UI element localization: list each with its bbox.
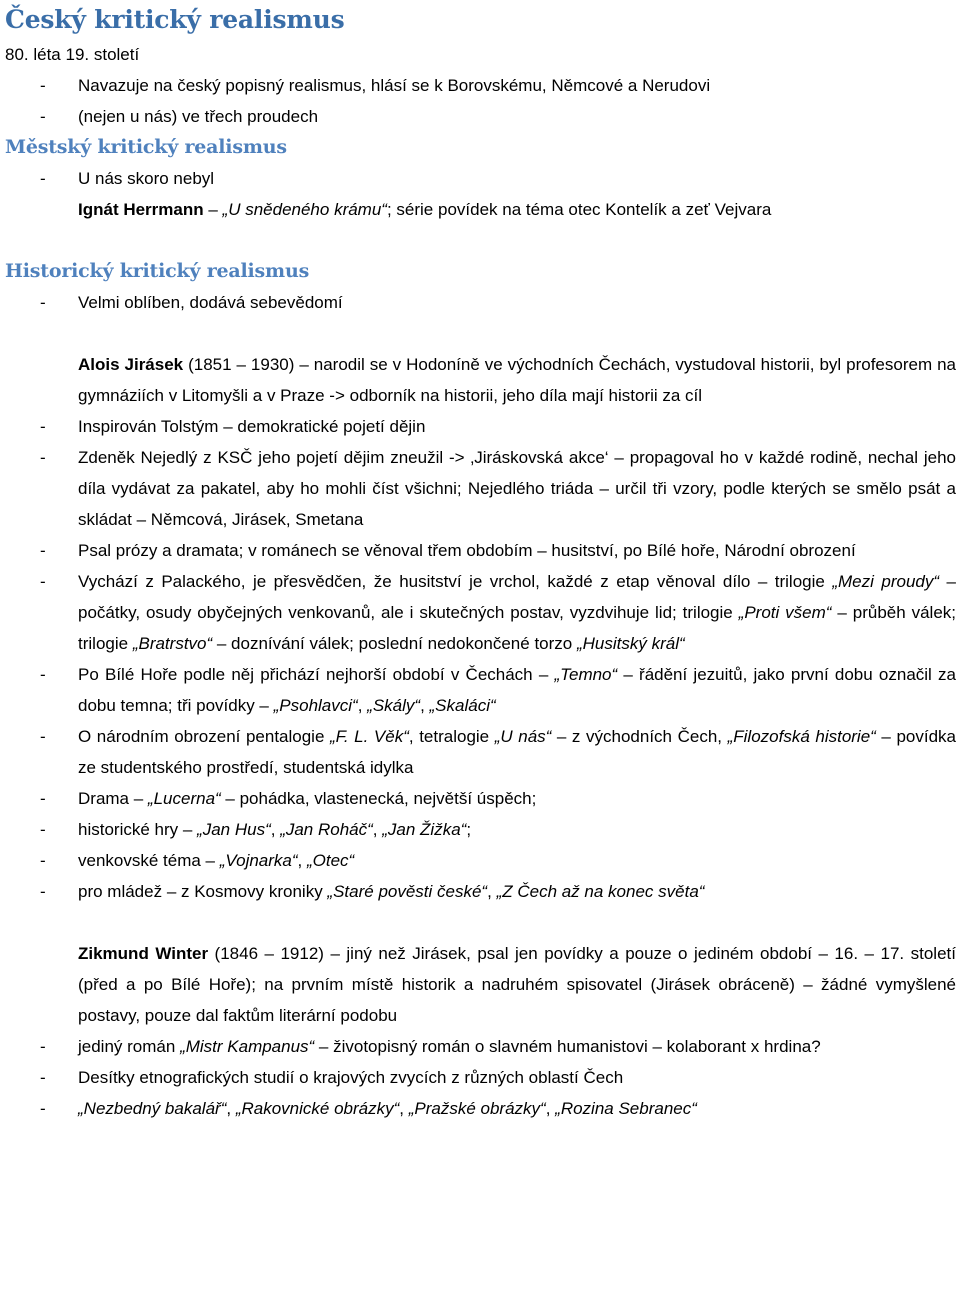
work-title: „Otec“ xyxy=(307,851,355,870)
work-title: „Jan Hus“ xyxy=(197,820,271,839)
author-winter: Zikmund Winter xyxy=(78,944,209,963)
author-jirasek: Alois Jirásek xyxy=(78,355,184,374)
jirasek-bullet-4: - Vychází z Palackého, je přesvědčen, že husitství je vrchol, každé z etap věnoval dílo – trilogie „Mezi proudy“ – počátky, osudy obyčejných venkovanů, ale i skutečných postav, vyzdvihuje lid; trilogie „Proti všem“ – průběh válek; trilogie „Bratrstvo“ – doznívání válek; poslední nedokončené torzo „Husitský král“ xyxy=(40,572,956,653)
work-title: „Proti všem“ xyxy=(738,603,832,622)
jirasek-bullet-9: - venkovské téma – „Vojnarka“, „Otec“ xyxy=(40,851,355,870)
work-title: „Jan Roháč“ xyxy=(280,820,373,839)
page-title: Český kritický realismus xyxy=(5,5,345,34)
jirasek-bullet-7: - Drama – „Lucerna“ – pohádka, vlastenecká, největší úspěch; xyxy=(40,789,537,808)
intro-bullet-1: - Navazuje na český popisný realismus, hlásí se k Borovskému, Němcové a Nerudovi xyxy=(40,76,711,95)
work-title: „Skály“ xyxy=(367,696,421,715)
work-title: „U nás“ xyxy=(494,727,552,746)
jirasek-bullet-2: - Zdeněk Nejedlý z KSČ jeho pojetí dějim zneužil -> ‚Jiráskovská akce‘ – propagoval ho v každé rodině, nechal jeho díla vydávat za pakatel, aby ho mohli číst všichni; Nejedlého triáda – určil tři vzory, podle kterých se smělo psát a skládat – Němcová, Jirásek, Smetana xyxy=(40,448,956,529)
jirasek-bullet-5: - Po Bílé Hoře podle něj přichází nejhorší období v Čechách – „Temno“ – řádění jezuitů, jako první dobu označil za dobu temna; tři povídky – „Psohlavci“, „Skály“, „Skaláci“ xyxy=(40,665,956,715)
intro-bullet-2: - (nejen u nás) ve třech proudech xyxy=(40,107,319,126)
work-title: „Husitský král“ xyxy=(576,634,685,653)
jirasek-bullet-1: - Inspirován Tolstým – demokratické pojetí dějin xyxy=(40,417,426,436)
work-title: „Rakovnické obrázky“ xyxy=(235,1099,400,1118)
work-title: „Z Čech až na konec světa“ xyxy=(496,882,705,901)
section-heading-urban: Městský kritický realismus xyxy=(5,136,287,158)
work-title: „Staré pověsti české“ xyxy=(327,882,488,901)
historic-bullet-1: - Velmi oblíben, dodává sebevědomí xyxy=(40,293,343,312)
work-title: „Skaláci“ xyxy=(429,696,496,715)
urban-bullet-1: - U nás skoro nebyl xyxy=(40,169,215,188)
work-title: „Filozofská historie“ xyxy=(727,727,876,746)
period-line: 80. léta 19. století xyxy=(5,45,140,64)
herrmann-line: Ignát Herrmann – „U snědeného krámu“; série povídek na téma otec Kontelík a zeť Vejvara xyxy=(78,200,772,219)
work-title: „Nezbedný bakalář“ xyxy=(78,1099,227,1118)
author-herrmann: Ignát Herrmann xyxy=(78,200,204,219)
work-title: „Pražské obrázky“ xyxy=(408,1099,546,1118)
work-title: „Jan Žižka“ xyxy=(382,820,467,839)
work-title: „U snědeného krámu“ xyxy=(222,200,387,219)
winter-bullet-3: - „Nezbedný bakalář“, „Rakovnické obrázky“, „Pražské obrázky“, „Rozina Sebranec“ xyxy=(40,1099,697,1118)
work-title: „F. L. Věk“ xyxy=(330,727,409,746)
work-title: „Lucerna“ xyxy=(147,789,221,808)
jirasek-bullet-6: - O národním obrození pentalogie „F. L. Věk“, tetralogie „U nás“ – z východních Čech, „Filozofská historie“ – povídka ze studentského prostředí, studentská idylka xyxy=(40,727,956,777)
work-title: „Mezi proudy“ xyxy=(832,572,940,591)
winter-bullet-1: - jediný román „Mistr Kampanus“ – životopisný román o slavném humanistovi – kolaborant x hrdina? xyxy=(40,1037,821,1056)
jirasek-bullet-3: - Psal prózy a dramata; v románech se věnoval třem obdobím – husitství, po Bílé hoře, Národní obrození xyxy=(40,541,856,560)
work-title: „Vojnarka“ xyxy=(219,851,298,870)
work-title: „Mistr Kampanus“ xyxy=(180,1037,315,1056)
jirasek-intro: Alois Jirásek (1851 – 1930) – narodil se v Hodoníně ve východních Čechách, vystudoval historii, byl profesorem na gymnáziích v Litomyšli a v Praze -> odborník na historii, jeho díla mají historii za cíl xyxy=(78,355,956,405)
work-title: „Temno“ xyxy=(554,665,618,684)
work-title: „Psohlavci“ xyxy=(273,696,358,715)
jirasek-bullet-10: - pro mládež – z Kosmovy kroniky „Staré pověsti české“, „Z Čech až na konec světa“ xyxy=(40,882,705,901)
winter-intro: Zikmund Winter (1846 – 1912) – jiný než Jirásek, psal jen povídky a pouze o jediném období – 16. – 17. století (před a po Bílé Hoře); na prvním místě historik a nadruhém spisovatel (Jirásek obráceně) – žádné vymyšlené postavy, pouze dal faktům literární podobu xyxy=(78,944,956,1025)
jirasek-bullet-8: - historické hry – „Jan Hus“, „Jan Roháč“, „Jan Žižka“; xyxy=(40,820,472,839)
section-heading-historic: Historický kritický realismus xyxy=(5,260,310,282)
work-title: „Rozina Sebranec“ xyxy=(555,1099,697,1118)
winter-bullet-2: - Desítky etnografických studií o krajových zvycích z různých oblastí Čech xyxy=(40,1068,624,1087)
work-title: „Bratrstvo“ xyxy=(132,634,213,653)
